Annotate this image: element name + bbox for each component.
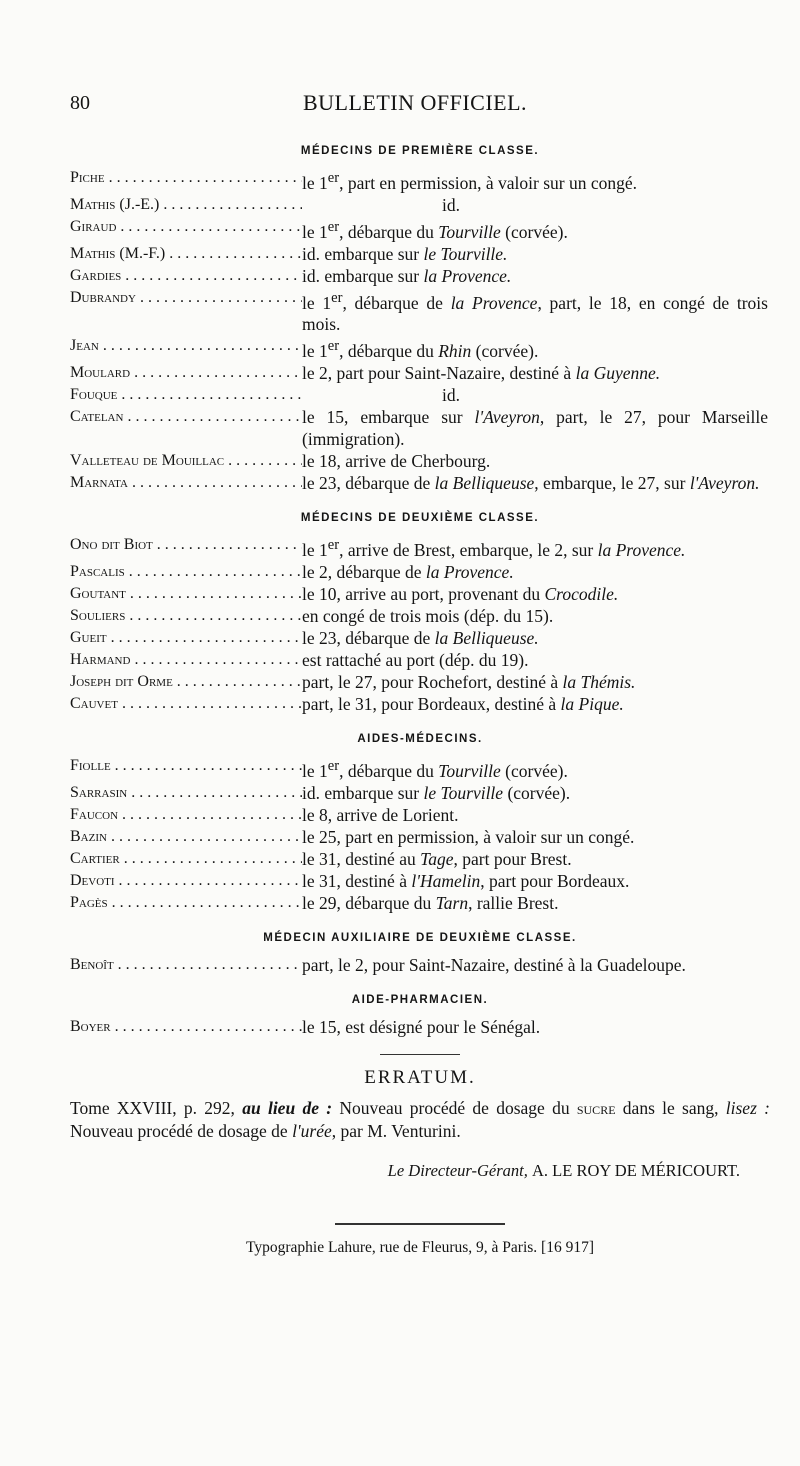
list-item [70, 1016, 770, 1038]
section-title: AIDES-MÉDECINS. [357, 733, 483, 746]
assignment-note: le 29, débarque du Tarn, rallie Brest. [302, 892, 559, 913]
officer-name: Harmand . . . [70, 649, 302, 671]
list-item [70, 627, 770, 649]
list-item [70, 384, 770, 406]
erratum-title: ERRATUM. [364, 1066, 476, 1088]
assignment-note: le 1er, arrive de Brest, embarque, le 2, sur la Provence. [302, 537, 686, 561]
officer-name: Marnata . . . [70, 472, 302, 494]
assignment-note: le 1er, part en permission, à valoir sur un congé. [302, 170, 638, 193]
signature-label: Le Directeur-Gérant, [387, 1160, 532, 1180]
assignment-note: id. [442, 194, 460, 215]
assignment-note: en congé de trois mois (dép. du 15). [302, 606, 554, 627]
list-item [70, 561, 770, 583]
officer-name: Pascalis . . . [70, 561, 302, 583]
list-item [70, 583, 770, 605]
officer-name: Valleteau de Mouillac . . . [70, 450, 302, 472]
list-item [70, 265, 770, 287]
list-item [70, 472, 770, 494]
officer-name: Devoti . . . [70, 870, 302, 892]
divider [335, 1223, 505, 1225]
officer-name: Pagès . . . [70, 892, 302, 914]
list-item [70, 167, 770, 194]
list-item [70, 287, 770, 336]
assignment-note: id. embarque sur la Provence. [302, 265, 512, 286]
assignment-note: le 18, arrive de Cherbourg. [302, 451, 491, 472]
assignment-note: part, le 31, pour Bordeaux, destiné à la Pique. [302, 694, 624, 715]
list-item [70, 243, 770, 265]
list-item [70, 362, 770, 384]
assignment-note: le 1er, débarque du Tourville (corvée). [302, 218, 568, 242]
assignment-note: id. embarque sur le Tourville (corvée). [302, 782, 571, 803]
officer-name: Souliers . . . [70, 605, 302, 627]
erratum-text: Tome XXVIII, p. 292, au lieu de : Nouveau procédé de dosage du sucre dans le sang, lisez : Nouveau procédé de dosage de l'urée, par M. Venturini. [70, 1097, 770, 1141]
officer-name: Mathis (J.-E.) . . . [70, 194, 302, 216]
list-item [70, 534, 770, 561]
assignment-note: le 25, part en permission, à valoir sur un congé. [302, 826, 635, 847]
list-item [70, 755, 770, 782]
assignment-note: le 1er, débarque du Tourville (corvée). [302, 758, 568, 781]
officer-name: Goutant . . . [70, 583, 302, 605]
officer-name: Dubrandy . . . [70, 287, 302, 309]
page-header [70, 88, 760, 122]
officer-name: Jean . . . [70, 335, 302, 357]
list-item [70, 605, 770, 627]
assignment-note: le 8, arrive de Lorient. [302, 804, 459, 825]
assignment-note: id. [442, 385, 460, 406]
assignment-note: le 2, part pour Saint-Nazaire, destiné à la Guyenne. [302, 363, 661, 384]
list-item [70, 450, 770, 472]
officer-name: Bazin . . . [70, 826, 302, 848]
signature-name: A. LE ROY DE MÉRICOURT. [532, 1160, 740, 1180]
list-item [70, 649, 770, 671]
assignment-note: part, le 2, pour Saint-Nazaire, destiné à la Guadeloupe. [302, 954, 686, 975]
list-item [70, 892, 770, 914]
list-item [70, 826, 770, 848]
list-item [70, 848, 770, 870]
officer-name: Mathis (M.-F.) . . . [70, 243, 302, 265]
officer-name: Cauvet . . . [70, 693, 302, 715]
section-title: AIDE-PHARMACIEN. [351, 993, 489, 1006]
main-content [70, 145, 770, 1257]
section-title: MÉDECINS DE PREMIÈRE CLASSE. [300, 145, 540, 157]
list-item [70, 335, 770, 362]
page-number: 80 [70, 92, 90, 114]
officer-name: Gardies . . . [70, 265, 302, 287]
list-item [70, 671, 770, 693]
list-item [70, 782, 770, 804]
list-item [70, 870, 770, 892]
list-item [70, 406, 770, 450]
officer-name: Piche . . . [70, 167, 302, 189]
assignment-note: le 2, débarque de la Provence. [302, 562, 514, 583]
divider [380, 1054, 460, 1055]
officer-name: Fiolle . . . [70, 755, 302, 777]
assignment-note: le 31, destiné à l'Hamelin, part pour Bordeaux. [302, 870, 630, 891]
list-item [70, 804, 770, 826]
assignment-note: le 15, est désigné pour le Sénégal. [302, 1016, 541, 1037]
assignment-note: le 1er, débarque du Rhin (corvée). [302, 338, 539, 362]
officer-name: Catelan . . . [70, 406, 302, 428]
officer-name: Cartier . . . [70, 848, 302, 870]
assignment-note: le 23, débarque de la Belliqueuse, embarque, le 27, sur l'Aveyron. [302, 473, 760, 494]
running-title: BULLETIN OFFICIEL. [302, 90, 528, 115]
officer-name: Fouque . . . [70, 384, 302, 406]
officer-name: Boyer . . . [70, 1016, 302, 1038]
officer-name: Benoît . . . [70, 954, 302, 976]
assignment-note: le 10, arrive au port, provenant du Crocodile. [302, 584, 619, 605]
list-item [70, 194, 770, 216]
section-title: MÉDECINS DE DEUXIÈME CLASSE. [300, 512, 540, 525]
assignment-note: id. embarque sur le Tourville. [302, 243, 508, 264]
officer-name: Ono dit Biot . . . [70, 534, 302, 556]
officer-name: Joseph dit Orme . . . [70, 671, 302, 693]
assignment-note: le 1er, débarque de la Provence, part, le 18, en congé de trois mois. [302, 289, 768, 335]
assignment-note: le 31, destiné au Tage, part pour Brest. [302, 848, 572, 869]
officer-name: Faucon . . . [70, 804, 302, 826]
officer-name: Moulard . . . [70, 362, 302, 384]
list-item [70, 954, 770, 976]
assignment-note: est rattaché au port (dép. du 19). [302, 650, 529, 671]
printer-imprint: Typographie Lahure, rue de Fleurus, 9, à Paris. [16 917] [245, 1238, 594, 1256]
list-item [70, 216, 770, 243]
list-item [70, 693, 770, 715]
section-title: MÉDECIN AUXILIAIRE DE DEUXIÈME CLASSE. [263, 931, 577, 944]
officer-name: Giraud . . . [70, 216, 302, 238]
officer-name: Sarrasin . . . [70, 782, 302, 804]
signature [70, 1161, 770, 1181]
assignment-note: part, le 27, pour Rochefort, destiné à la Thémis. [302, 672, 636, 693]
assignment-note: le 15, embarque sur l'Aveyron, part, le 27, pour Marseille (immigration). [302, 407, 768, 450]
officer-name: Gueit . . . [70, 627, 302, 649]
assignment-note: le 23, débarque de la Belliqueuse. [302, 628, 539, 649]
